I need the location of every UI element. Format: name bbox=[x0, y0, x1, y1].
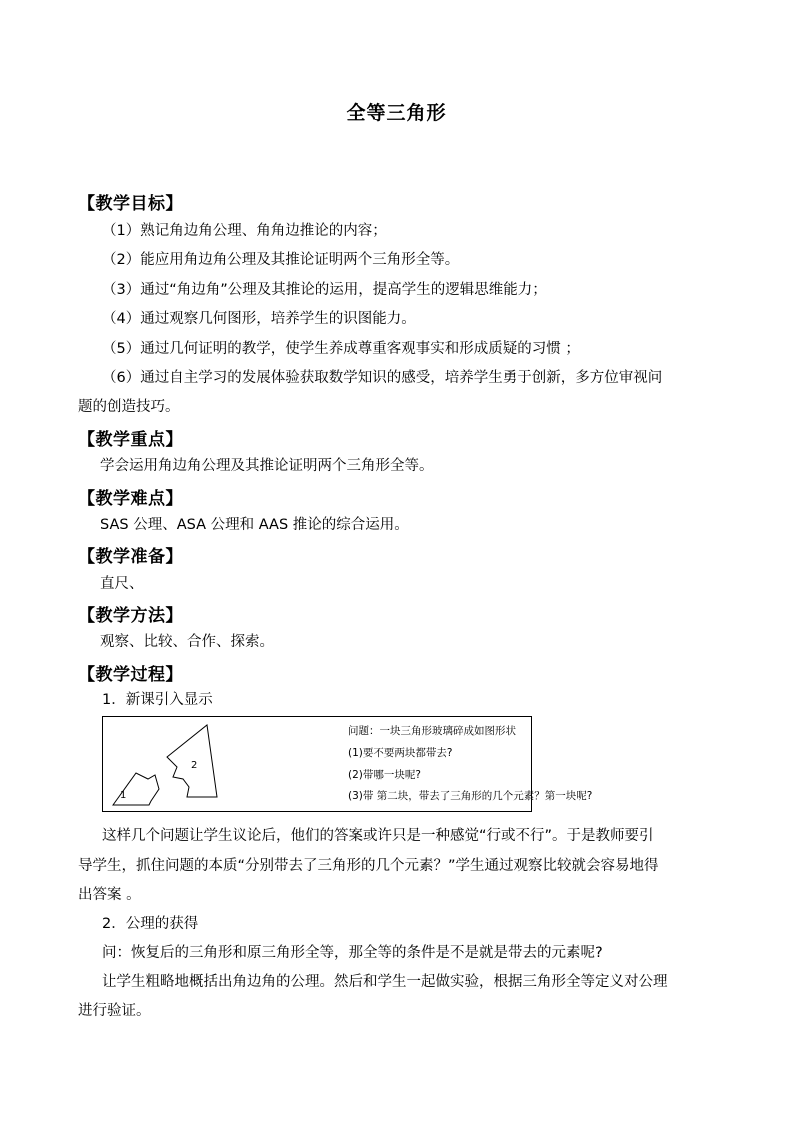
question-text: 问：恢复后的三角形和原三角形全等，那全等的条件是不是就是带去的元素呢? bbox=[102, 945, 603, 961]
methods-text: 观察、比较、合作、探索。 bbox=[100, 634, 274, 650]
process-step-2: 2．公理的获得 bbox=[102, 916, 199, 932]
paragraph-line: 进行验证。 bbox=[78, 1003, 151, 1019]
preparation-text: 直尺、 bbox=[100, 576, 144, 592]
objective-item-continuation: 题的创造技巧。 bbox=[78, 399, 180, 415]
document-title: 全等三角形 bbox=[346, 102, 447, 124]
figure-question-line: (2)带哪一块呢? bbox=[348, 769, 421, 781]
heading-methods: 【教学方法】 bbox=[78, 606, 183, 626]
paragraph-line: 让学生粗略地概括出角边角的公理。然后和学生一起做实验，根据三角形全等定义对公理 bbox=[102, 974, 668, 990]
objective-item: （3）通过“角边角”公理及其推论的运用，提高学生的逻辑思维能力； bbox=[102, 282, 547, 298]
broken-glass-figure bbox=[102, 716, 593, 812]
figure-question-line: 问题：一块三角形玻璃碎成如图形状 bbox=[348, 725, 516, 737]
piece-label-2: 2 bbox=[191, 760, 198, 771]
process-step-1: 1．新课引入显示 bbox=[102, 692, 213, 708]
paragraph-line: 这样几个问题让学生议论后，他们的答案或许只是一种感觉“行或不行”。于是教师要引 bbox=[102, 828, 654, 844]
paragraph-line: 出答案 。 bbox=[78, 887, 141, 903]
piece-label-1: 1 bbox=[120, 790, 127, 801]
objective-item: （1）熟记角边角公理、角角边推论的内容； bbox=[102, 223, 387, 239]
key-points-text: 学会运用角边角公理及其推论证明两个三角形全等。 bbox=[100, 458, 434, 474]
objective-item: （6）通过自主学习的发展体验获取数学知识的感受，培养学生勇于创新，多方位审视问 bbox=[102, 370, 663, 386]
objective-item: （4）通过观察几何图形，培养学生的识图能力。 bbox=[102, 311, 416, 327]
objective-item: （2）能应用角边角公理及其推论证明两个三角形全等。 bbox=[102, 252, 460, 268]
heading-process: 【教学过程】 bbox=[78, 665, 183, 685]
figure-question-line: (3)带 第二块，带去了三角形的几个元素？第一块呢? bbox=[348, 790, 593, 802]
figure-question-line: (1)要不要两块都带去? bbox=[348, 747, 453, 759]
difficulties-text: SAS 公理、ASA 公理和 AAS 推论的综合运用。 bbox=[100, 517, 409, 533]
heading-difficulties: 【教学难点】 bbox=[78, 489, 183, 509]
heading-preparation: 【教学准备】 bbox=[78, 547, 183, 567]
heading-objectives: 【教学目标】 bbox=[78, 194, 183, 214]
objective-item: （5）通过几何证明的教学，使学生养成尊重客观事实和形成质疑的习惯 ； bbox=[102, 341, 580, 357]
heading-key-points: 【教学重点】 bbox=[78, 430, 183, 450]
paragraph-line: 导学生，抓住问题的本质“分别带去了三角形的几个元素？”学生通过观察比较就会容易地得 bbox=[78, 858, 659, 874]
